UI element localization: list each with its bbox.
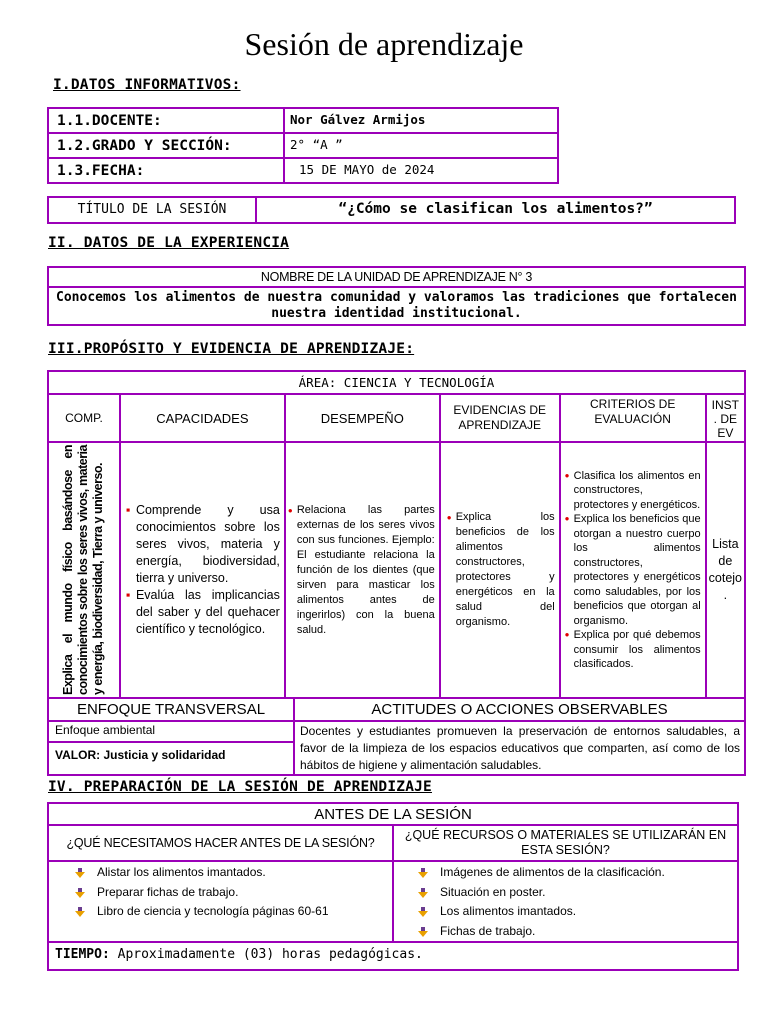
grado-label: 1.2.GRADO Y SECCIÓN: [48, 133, 284, 158]
recurso-item [412, 883, 733, 903]
antes-sesion-header: ANTES DE LA SESIÓN [48, 803, 738, 825]
titulo-sesion-value: “¿Cómo se clasifican los alimentos?” [256, 197, 735, 223]
grado-value: 2° “A ” [284, 133, 558, 158]
down-arrow-icon [418, 907, 428, 917]
recurso-item-text: Fichas de trabajo. [440, 923, 536, 938]
actitudes-header: ACTITUDES O ACCIONES OBSERVABLES [294, 698, 745, 721]
section-1-heading: I.DATOS INFORMATIVOS: [53, 77, 241, 93]
fecha-label: 1.3.FECHA: [48, 158, 284, 183]
competencia-text: Explica el mundo físico basándose en conocimientos sobre los seres vivos, materia y energía, biodiversidad, Tierra y universo. [61, 445, 106, 695]
down-arrow-icon [418, 888, 428, 898]
tiempo-value: Aproximadamente (03) horas pedagógicas. [117, 947, 423, 962]
recurso-item [412, 863, 733, 883]
criterio-item: ● Explica por qué debemos consumir los alimentos clasificados. [565, 628, 701, 672]
section-3-heading: III.PROPÓSITO Y EVIDENCIA DE APRENDIZAJE: [48, 341, 415, 357]
desempeno-cell [285, 442, 440, 698]
tiempo-label: TIEMPO: [55, 947, 110, 962]
titulo-sesion-table [47, 196, 736, 224]
titulo-sesion-label: TÍTULO DE LA SESIÓN [48, 197, 256, 223]
criterios-header: CRITERIOS DE EVALUACIÓN [560, 394, 706, 442]
necesitamos-item [69, 883, 388, 903]
recurso-item-text: Situación en poster. [440, 884, 546, 899]
docente-label: 1.1.DOCENTE: [48, 108, 284, 133]
recursos-list-cell [393, 861, 738, 942]
enfoque-header: ENFOQUE TRANSVERSAL [48, 698, 294, 721]
recurso-item [412, 922, 733, 942]
recurso-item [412, 902, 733, 922]
capacidad-item: ▪ Comprende y usa conocimientos sobre los seres vivos, materia y energía, biodiversidad, tierra y universo. [126, 502, 280, 587]
down-arrow-icon [418, 868, 428, 878]
competencia-cell [48, 442, 120, 698]
evidencias-cell [440, 442, 560, 698]
evidencias-header: EVIDENCIAS DE APRENDIZAJE [440, 394, 560, 442]
down-arrow-icon [75, 868, 85, 878]
necesitamos-list-cell [48, 861, 393, 942]
enfoque-value: Enfoque ambiental [48, 721, 294, 742]
down-arrow-icon [418, 927, 428, 937]
necesitamos-item-text: Alistar los alimentos imantados. [97, 865, 266, 879]
actitudes-value: Docentes y estudiantes promueven la preservación de entornos saludables, a favor de la limpieza de los espacios educativos que comparten, así como de los hábitos de higiene y alimentación saludables. [294, 721, 745, 775]
necesitamos-header: ¿QUÉ NECESITAMOS HACER ANTES DE LA SESIÓN? [48, 825, 393, 861]
comp-header: COMP. [48, 394, 120, 442]
valor-value: VALOR: Justicia y solidaridad [48, 742, 294, 775]
criterio-item: ● Explica los beneficios que otorgan a nuestro cuerpo los alimentos constructores, protectores y energéticos como saludables, por los beneficios que otorgan al organismo. [565, 512, 701, 628]
instrumento-cell: Lista de cotejo . [706, 442, 745, 698]
criterio-item: ● Clasifica los alimentos en constructores, protectores y energéticos. [565, 469, 701, 513]
inst-header: INST . DE EV [706, 394, 745, 442]
capacidades-cell [120, 442, 285, 698]
fecha-value: 15 DE MAYO de 2024 [284, 158, 558, 183]
preparacion-table [47, 802, 739, 971]
section-2-heading: II. DATOS DE LA EXPERIENCIA [48, 235, 290, 251]
page-title: Sesión de aprendizaje [244, 26, 524, 62]
recurso-item-text: Los alimentos imantados. [440, 904, 577, 918]
unidad-name: Conocemos los alimentos de nuestra comunidad y valoramos las tradiciones que fortalecen nuestra identidad institucional. [48, 287, 745, 325]
recurso-item-text: Imágenes de alimentos de la clasificación. [440, 865, 665, 879]
down-arrow-icon [75, 888, 85, 898]
desempeno-text: ● Relaciona las partes externas de los seres vivos con sus funciones. Ejemplo: El estudiante relaciona la función de los dientes (que sirven para masticar los alimentos antes de ingerirlos) con la buena salud. [288, 503, 435, 638]
necesitamos-item [69, 902, 388, 922]
down-arrow-icon [75, 907, 85, 917]
desempeno-header: DESEMPEÑO [285, 394, 440, 442]
necesitamos-item-text: Libro de ciencia y tecnología páginas 60-61 [97, 904, 329, 918]
unidad-table [47, 266, 746, 326]
capacidades-header: CAPACIDADES [120, 394, 285, 442]
unidad-label: NOMBRE DE LA UNIDAD DE APRENDIZAJE N° 3 [48, 267, 745, 287]
capacidad-item: ▪ Evalúa las implicancias del saber y del quehacer científico y tecnológico. [126, 587, 280, 638]
criterios-cell [560, 442, 706, 698]
evidencias-text: ● Explica los beneficios de los alimentos constructores, protectores y energéticos en la salud del organismo. [447, 510, 555, 630]
necesitamos-item [69, 863, 388, 883]
enfoque-table [47, 697, 746, 776]
area-label: ÁREA: CIENCIA Y TECNOLOGÍA [48, 371, 745, 394]
docente-value: Nor Gálvez Armijos [284, 108, 558, 133]
proposito-table [47, 370, 746, 699]
recursos-header: ¿QUÉ RECURSOS O MATERIALES SE UTILIZARÁN EN ESTA SESIÓN? [393, 825, 738, 861]
section-4-heading: IV. PREPARACIÓN DE LA SESIÓN DE APRENDIZAJE [48, 779, 432, 795]
datos-informativos-table [47, 107, 559, 184]
tiempo-cell [48, 942, 738, 970]
necesitamos-item-text: Preparar fichas de trabajo. [97, 884, 239, 899]
